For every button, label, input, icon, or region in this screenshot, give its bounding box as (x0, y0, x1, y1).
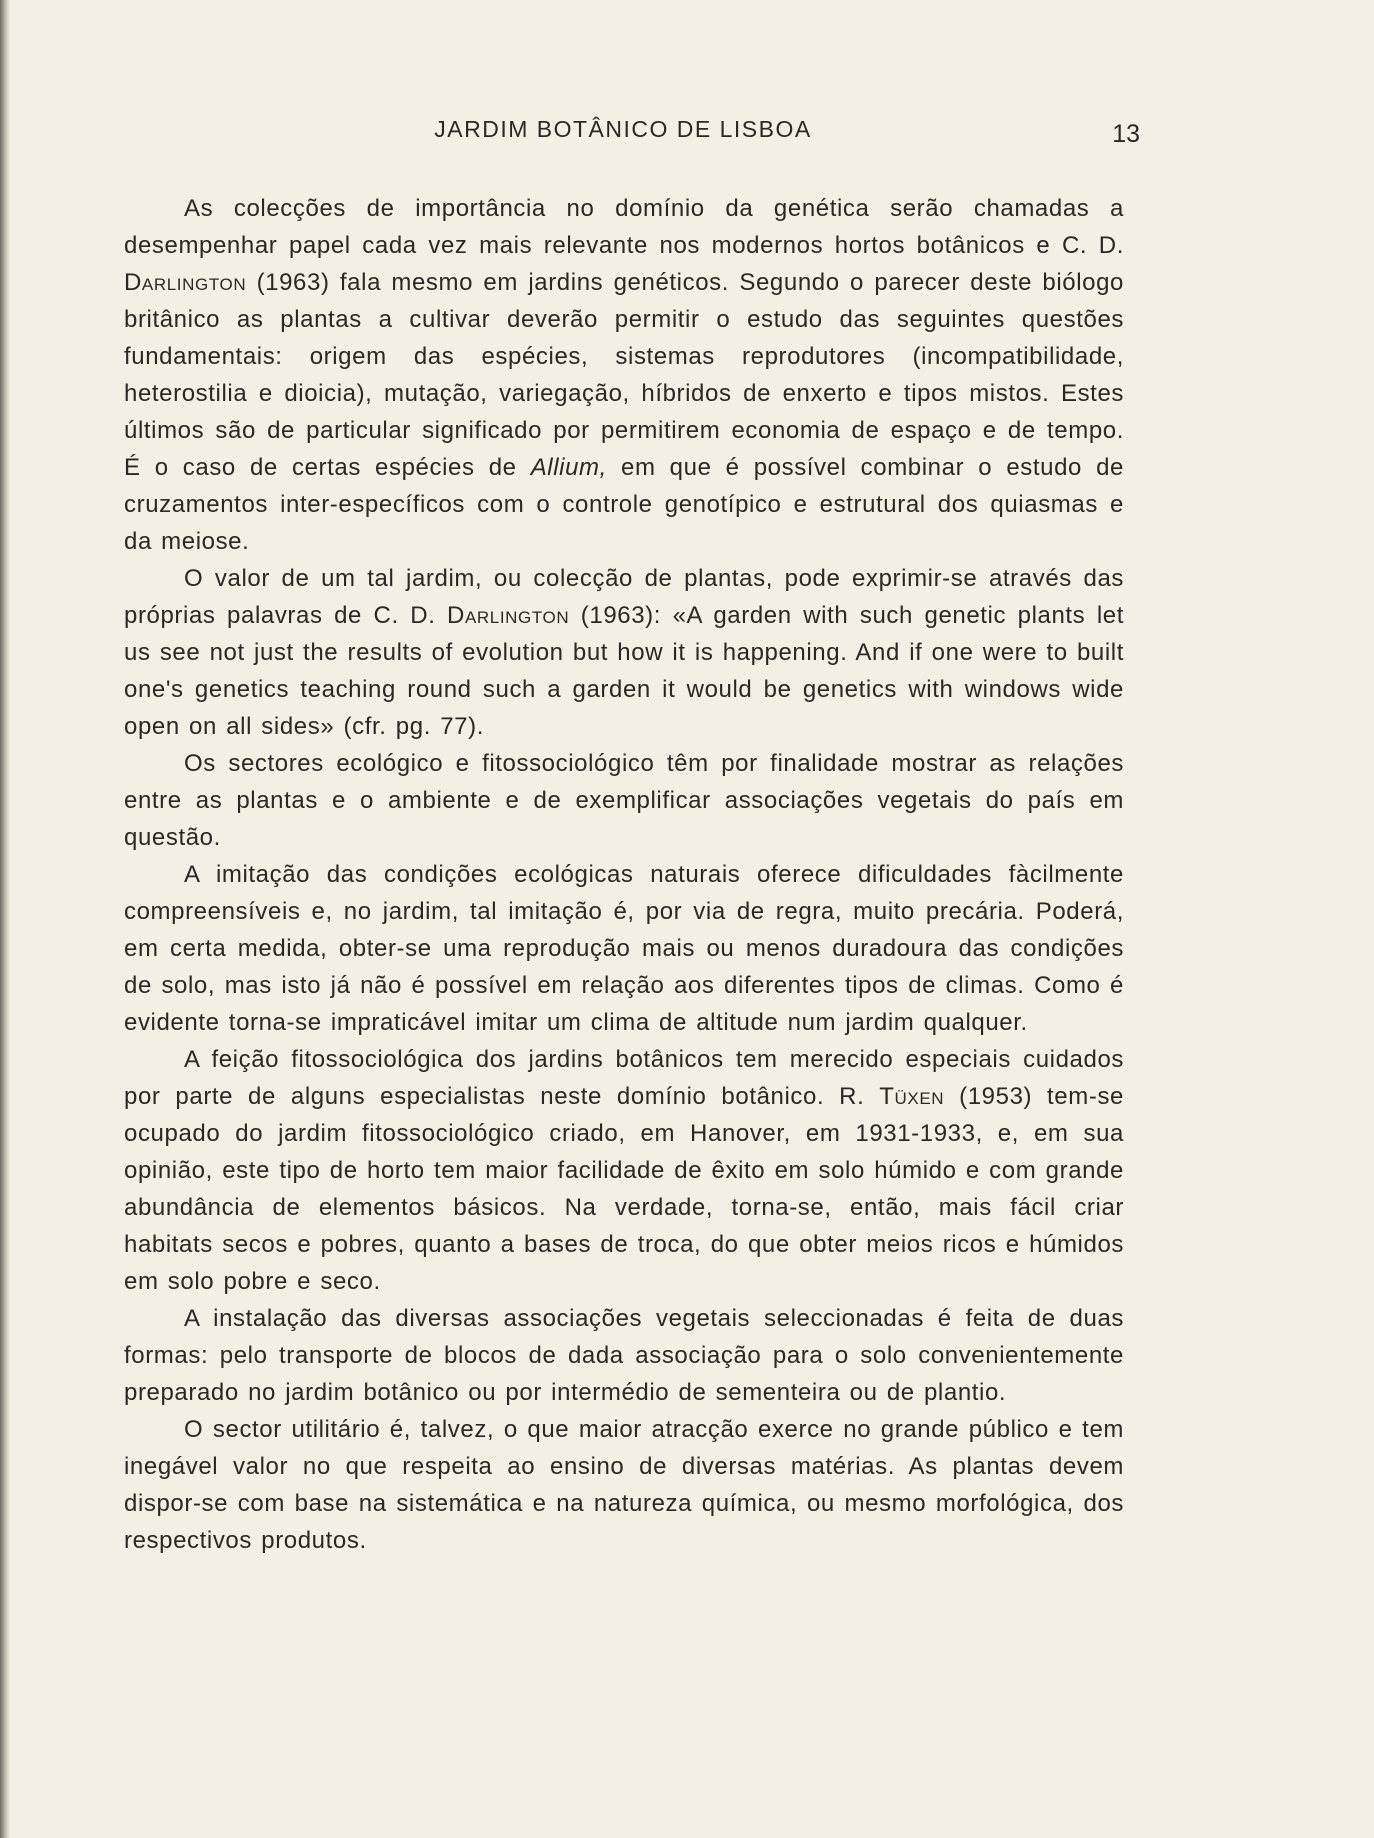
page-number: 13 (1112, 120, 1140, 148)
text-run: (1953) tem-se ocupado do jardim fitossociológico criado, em Hanover, em 1931-1933, e, em sua opinião, este tipo de horto tem maior facilidade de êxito em solo húmido e com grande abundância de elementos básicos. Na verdade, torna-se, então, mais fácil criar habitats secos e pobres, quanto a bases de troca, do que obter meios ricos e húmidos em solo pobre e seco. (124, 1083, 1124, 1295)
author-name: Darlington (124, 269, 247, 296)
paragraph: A instalação das diversas associações vegetais seleccionadas é feita de duas formas: pelo transporte de blocos de dada associação para o solo convenientemente preparado no jardim botânico ou por intermédio de sementeira ou de plantio. (124, 1305, 1124, 1406)
text-run: em que é possível combinar o estudo de cruzamentos inter-específicos com o controle genotípico e estrutural dos quiasmas e da meiose. (124, 454, 1124, 555)
text-run: (1963): «A garden with such genetic plants let us see not just the results of evolution but how it is happening. And if one were to built one's genetics teaching round such a garden it would be genetics with windows wide open on all sides» (cfr. pg. 77). (124, 602, 1124, 740)
author-name: Tüxen (879, 1083, 945, 1110)
text-run: A feição fitossociológica dos jardins botânicos tem merecido especiais cuidados por parte de alguns especialistas neste domínio botânico. R. (124, 1046, 1124, 1110)
text-run: As colecções de importância no domínio da genética serão chamadas a desempenhar papel cada vez mais relevante nos modernos hortos botânicos e C. D. (124, 195, 1124, 259)
paragraph (124, 1041, 1124, 1300)
paragraph: A imitação das condições ecológicas naturais oferece dificuldades fàcilmente compreensíveis e, no jardim, tal imitação é, por via de regra, muito precária. Poderá, em certa medida, obter-se uma reprodução mais ou menos duradoura das condições de solo, mas isto já não é possível em relação aos diferentes tipos de climas. Como é evidente torna-se impraticável imitar um clima de altitude num jardim qualquer. (124, 861, 1124, 1036)
paragraph (124, 190, 1124, 560)
body-text (124, 190, 1124, 1559)
paragraph: O sector utilitário é, talvez, o que maior atracção exerce no grande público e tem inegável valor no que respeita ao ensino de diversas matérias. As plantas devem dispor-se com base na sistemática e na natureza química, ou mesmo morfológica, dos respectivos produtos. (124, 1416, 1124, 1554)
text-run: (1963) fala mesmo em jardins genéticos. Segundo o parecer deste biólogo britânico as plantas a cultivar deverão permitir o estudo das seguintes questões fundamentais: origem das espécies, sistemas reprodutores (incompatibilidade, heterostilia e dioicia), mutação, variegação, híbridos de enxerto e tipos mistos. Estes últimos são de particular significado por permitirem economia de espaço e de tempo. É o caso de certas espécies de (124, 269, 1124, 481)
text-run: O valor de um tal jardim, ou colecção de plantas, pode exprimir-se através das próprias palavras de C. D. (124, 565, 1124, 629)
paragraph: Os sectores ecológico e fitossociológico têm por finalidade mostrar as relações entre as plantas e o ambiente e de exemplificar associações vegetais do país em questão. (124, 750, 1124, 851)
genus-name: Allium, (530, 454, 607, 481)
author-name: Darlington (447, 602, 570, 629)
binding-edge (0, 0, 10, 1838)
paragraph (124, 560, 1124, 745)
running-header: JARDIM BOTÂNICO DE LISBOA (434, 116, 812, 142)
